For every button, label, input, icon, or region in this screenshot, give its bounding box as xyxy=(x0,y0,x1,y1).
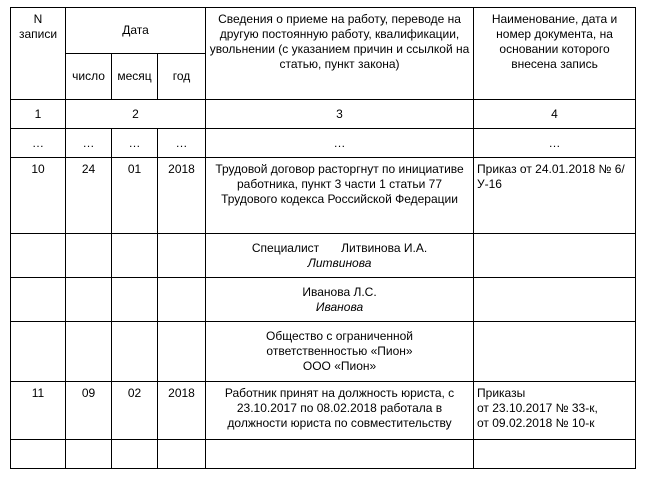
header-info xyxy=(206,8,474,100)
record-10-month: 01 xyxy=(112,158,158,234)
empty-row xyxy=(11,440,636,469)
signature-2-name: Иванова Л.С. xyxy=(302,284,377,299)
signature-row-1 xyxy=(11,234,636,278)
header-row xyxy=(11,8,636,54)
empty-cell xyxy=(11,322,66,382)
stamp-line-1: Общество с ограниченной xyxy=(266,329,413,343)
col-number-2: 2 xyxy=(66,100,206,129)
header-doc-text: Наименование, дата и номер документа, на основании которого внесена запись xyxy=(491,12,618,71)
work-book-table xyxy=(10,7,636,469)
record-11-doc xyxy=(474,382,636,440)
empty-cell xyxy=(66,234,112,278)
empty-cell xyxy=(112,322,158,382)
ellipsis-cell: … xyxy=(11,129,66,158)
signature-row-2 xyxy=(11,278,636,322)
empty-cell xyxy=(474,440,636,469)
header-record-no xyxy=(11,8,66,100)
col-number-1: 1 xyxy=(11,100,66,129)
signature-1-position: Специалист xyxy=(251,240,320,255)
ellipsis-cell: … xyxy=(158,129,206,158)
ellipsis-cell: … xyxy=(474,129,636,158)
record-11-text: Работник принят на должность юриста, с 23.10.2017 по 08.02.2018 работала в должности юриста по совместительству xyxy=(206,382,474,440)
empty-cell xyxy=(474,234,636,278)
stamp-line-2: ответственностью «Пион» xyxy=(266,344,413,358)
record-row-11 xyxy=(11,382,636,440)
ellipsis-row xyxy=(11,129,636,158)
record-row-10 xyxy=(11,158,636,234)
empty-cell xyxy=(11,278,66,322)
empty-cell xyxy=(11,440,66,469)
header-date-text: Дата xyxy=(122,23,149,37)
record-10-no: 10 xyxy=(11,158,66,234)
signature-1-name: Литвинова И.А. xyxy=(341,240,428,255)
empty-cell xyxy=(112,234,158,278)
signature-2 xyxy=(206,278,474,322)
record-11-doc-line-1: Приказы xyxy=(477,386,526,400)
record-11-day: 09 xyxy=(66,382,112,440)
record-10-day: 24 xyxy=(66,158,112,234)
empty-cell xyxy=(66,322,112,382)
header-date xyxy=(66,8,206,54)
column-numbers-row xyxy=(11,100,636,129)
record-11-month: 02 xyxy=(112,382,158,440)
record-10-text: Трудовой договор расторгнут по инициативе работника, пункт 3 части 1 статьи 77 Трудового кодекса Российской Федерации xyxy=(206,158,474,234)
empty-cell xyxy=(158,322,206,382)
signature-1-handwriting: Литвинова xyxy=(307,255,372,270)
stamp-row xyxy=(11,322,636,382)
record-11-doc-line-3: от 09.02.2018 № 10-к xyxy=(477,416,595,430)
header-doc xyxy=(474,8,636,100)
record-11-doc-line-2: от 23.10.2017 № 33-к, xyxy=(477,401,598,415)
record-10-year: 2018 xyxy=(158,158,206,234)
organization-stamp xyxy=(206,322,474,382)
empty-cell xyxy=(112,278,158,322)
signature-1-line xyxy=(209,241,470,256)
empty-cell xyxy=(11,234,66,278)
record-11-year: 2018 xyxy=(158,382,206,440)
empty-cell xyxy=(474,322,636,382)
header-record-no-text: N записи xyxy=(18,12,58,41)
header-info-text: Сведения о приеме на работу, переводе на другую постоянную работу, квалификации, увольнении (с указанием причин и ссылкой на статью, пункт закона) xyxy=(209,12,470,71)
ellipsis-cell: … xyxy=(206,129,474,158)
stamp-line-3: ООО «Пион» xyxy=(302,359,377,373)
col-number-4: 4 xyxy=(474,100,636,129)
record-11-no: 11 xyxy=(11,382,66,440)
empty-cell xyxy=(206,440,474,469)
col-number-3: 3 xyxy=(206,100,474,129)
empty-cell xyxy=(158,440,206,469)
header-day: число xyxy=(66,54,112,100)
empty-cell xyxy=(158,234,206,278)
empty-cell xyxy=(66,278,112,322)
signature-2-handwriting: Иванова xyxy=(315,299,364,314)
empty-cell xyxy=(112,440,158,469)
ellipsis-cell: … xyxy=(66,129,112,158)
empty-cell xyxy=(66,440,112,469)
empty-cell xyxy=(474,278,636,322)
header-year: год xyxy=(158,54,206,100)
empty-cell xyxy=(158,278,206,322)
record-10-doc: Приказ от 24.01.2018 № 6/У-16 xyxy=(474,158,636,234)
ellipsis-cell: … xyxy=(112,129,158,158)
signature-1 xyxy=(206,234,474,278)
header-month: месяц xyxy=(112,54,158,100)
